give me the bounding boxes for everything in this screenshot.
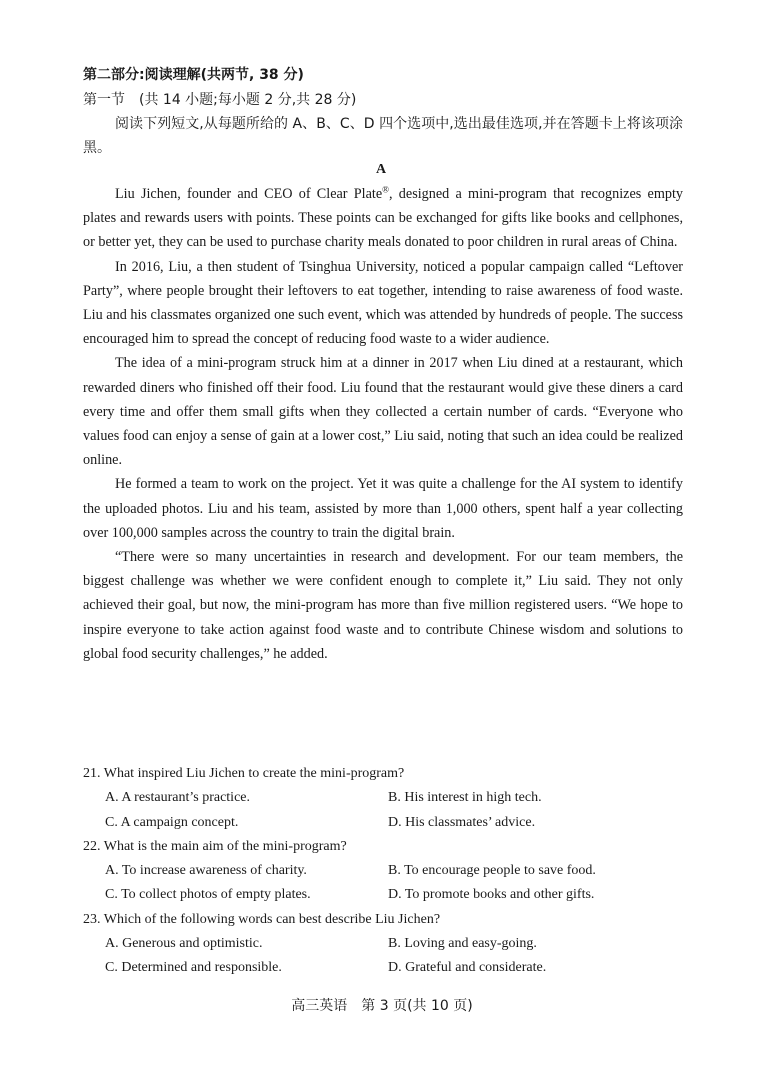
- question-stem: 22. What is the main aim of the mini-program?: [83, 838, 347, 854]
- paragraph-4: He formed a team to work on the project. Yet it was quite a challenge for the AI system to identify the uploaded photos. Liu and his team, assisted by more than 1,000 others, spent half a year collecting over 100,000 samples across the country to train the digital brain.: [83, 476, 683, 541]
- option-a: A. A restaurant’s practice.: [105, 790, 251, 806]
- option-d: D. His classmates’ advice.: [388, 814, 536, 830]
- question-stem: 21. What inspired Liu Jichen to create the mini-program?: [83, 766, 405, 781]
- question-21: [83, 762, 683, 835]
- option-d: D. To promote books and other gifts.: [388, 887, 595, 903]
- option-a: A. Generous and optimistic.: [105, 936, 263, 952]
- paragraph-3: The idea of a mini-program struck him at a dinner in 2017 when Liu dined at a restaurant, which rewarded diners who finished off their food. Liu found that the restaurant would give these diners a card every time and offer them small gifts when they collected a certain number of cards. “Everyone who values food can enjoy a sense of gain at a lower cost,” Liu said, noting that such an idea could be realized online.: [83, 355, 683, 469]
- passage-letter: A: [376, 162, 387, 177]
- option-c: C. A campaign concept.: [105, 814, 239, 830]
- question-list: [83, 762, 683, 981]
- option-b: B. Loving and easy-going.: [388, 936, 537, 952]
- question-23: [83, 908, 683, 981]
- question-stem: 23. Which of the following words can best describe Liu Jichen?: [83, 911, 441, 927]
- question-22: [83, 835, 683, 908]
- paragraph-1: [83, 182, 683, 255]
- paragraph-1-end: , designed a mini-program that recognizes empty plates and rewards users with points. These points can be exchanged for gifts like books and cellphones, or better yet, they can be used to purchase charity meals donated to poor children in rural areas of China.: [83, 186, 683, 251]
- paragraph-2: In 2016, Liu, a then student of Tsinghua University, noticed a popular campaign called “Leftover Party”, where people brought their leftovers to eat together, intending to raise awareness of food waste. Liu and his classmates organized one such event, which was attended by hundreds of people. The success encouraged him to spread the concept of reducing food waste to a wider audience.: [83, 258, 683, 348]
- option-a: A. To increase awareness of charity.: [105, 863, 307, 879]
- option-b: B. His interest in high tech.: [388, 790, 542, 806]
- passage-body: [83, 182, 683, 666]
- instruction-text: 阅读下列短文,从每题所给的 A、B、C、D 四个选项中,选出最佳选项,并在答题卡上将该项涂黑。: [83, 116, 683, 156]
- option-c: C. To collect photos of empty plates.: [105, 887, 311, 903]
- paragraph-1-start: Liu Jichen, founder and CEO of Clear Plate: [115, 186, 383, 202]
- option-b: B. To encourage people to save food.: [388, 863, 596, 879]
- option-c: C. Determined and responsible.: [105, 960, 282, 976]
- registered-mark: ®: [382, 184, 389, 195]
- paragraph-5: “There were so many uncertainties in research and development. For our team members, the biggest challenge was whether we were confident enough to complete it,” Liu said. They not only achieved their goal, but now, the mini-program has more than five million registered users. “We hope to inspire everyone to take action against food waste and to contribute Chinese wisdom and solutions to global food security challenges,” he added.: [83, 549, 683, 662]
- section-title: 第二部分:阅读理解(共两节, 38 分): [83, 67, 304, 83]
- option-d: D. Grateful and considerate.: [388, 960, 547, 976]
- page-footer: 高三英语 第 3 页(共 10 页): [291, 998, 473, 1014]
- section-subtitle: 第一节 (共 14 小题;每小题 2 分,共 28 分): [83, 92, 357, 108]
